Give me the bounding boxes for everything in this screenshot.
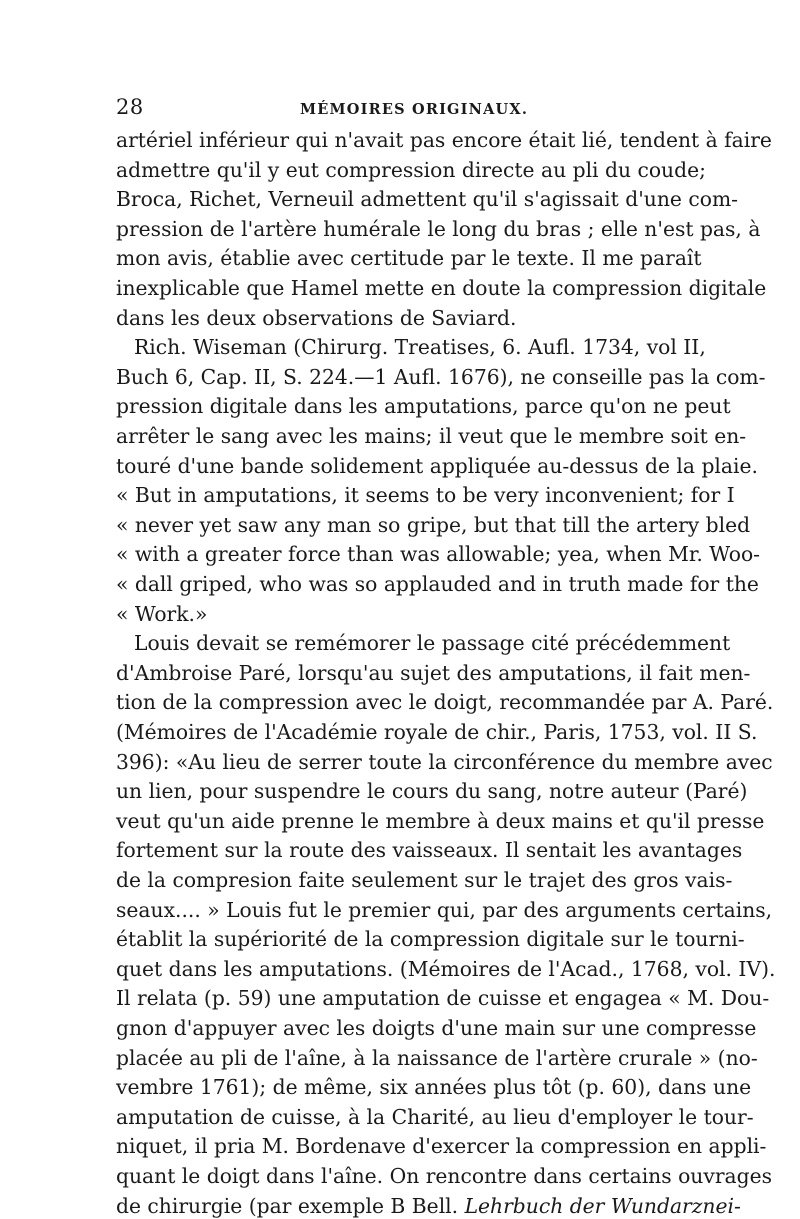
text-line: quant le doigt dans l'aîne. On rencontre dans certains ouvrages [116, 1164, 773, 1188]
text-line: amputation de cuisse, à la Charité, au lieu d'employer le tour- [116, 1104, 754, 1129]
text-line: vembre 1761); de même, six années plus tôt (p. 60), dans une [116, 1075, 752, 1100]
text-line: Louis devait se remémorer le passage cité précédemment [134, 631, 731, 656]
text-line: de la compresion faite seulement sur le trajet des gros vais- [116, 868, 733, 892]
text-line: seaux.... » Louis fut le premier qui, par des arguments certains, [116, 897, 773, 922]
text-line: Buch 6, Cap. II, S. 224.—1 Aufl. 1676), ne conseille pas la com- [116, 364, 766, 389]
text-line: « Work.» [116, 601, 208, 626]
page-number: 28 [116, 95, 144, 119]
text-line: tion de la compression avec le doigt, recommandée par A. Paré. [116, 690, 774, 715]
text-line: veut qu'un aide prenne le membre à deux mains et qu'il presse [116, 808, 765, 833]
text-line: Broca, Richet, Verneuil admettent qu'il s'agissait d'une com- [116, 187, 739, 212]
running-title: MÉMOIRES ORIGINAUX. [300, 101, 529, 118]
text-line: « dall griped, who was so applauded and in truth made for the [116, 572, 759, 596]
text-line: « never yet saw any man so gripe, but that till the artery bled [116, 512, 751, 537]
text-line: arrêter le sang avec les mains; il veut que le membre soit en- [116, 424, 747, 448]
text-line-lead: de chirurgie (par exemple B Bell. [116, 1193, 465, 1218]
text-line: admettre qu'il y eut compression directe au pli du coude; [116, 157, 706, 182]
text-line: mon avis, établie avec certitude par le texte. Il me paraît [116, 246, 702, 271]
text-line: inexplicable que Hamel mette en doute la compression digitale [116, 276, 767, 300]
text-line: d'Ambroise Paré, lorsqu'au sujet des amputations, il fait men- [116, 660, 751, 685]
text-line: placée au pli de l'aîne, à la naissance de l'artère crurale » (no- [116, 1045, 758, 1070]
text-line: Rich. Wiseman (Chirurg. Treatises, 6. Aufl. 1734, vol II, [134, 335, 706, 360]
book-title-italic: Lehrbuch der Wundarznei- [464, 1193, 741, 1218]
text-line: fortement sur la route des vaisseaux. Il sentait les avantages [116, 838, 743, 863]
text-line: quet dans les amputations. (Mémoires de l'Acad., 1768, vol. IV). [116, 956, 776, 981]
text-line: pression de l'artère humérale le long du bras ; elle n'est pas, à [116, 216, 761, 241]
text-line: Il relata (p. 59) une amputation de cuisse et engagea « M. Dou- [116, 986, 770, 1011]
text-line: dans les deux observations de Saviard. [116, 305, 517, 330]
text-line: artériel inférieur qui n'avait pas encore était lié, tendent à faire [116, 128, 772, 152]
text-line: (Mémoires de l'Académie royale de chir., Paris, 1753, vol. II S. [116, 720, 758, 744]
text-line: 396): «Au lieu de serrer toute la circonférence du membre avec [116, 749, 773, 774]
text-line: niquet, il pria M. Bordenave d'exercer la compression en appli- [116, 1134, 767, 1159]
text-line: « with a greater force than was allowable; yea, when Mr. Woo- [116, 542, 761, 567]
text-line: pression digitale dans les amputations, parce qu'on ne peut [116, 394, 731, 419]
text-line: établit la supériorité de la compression digitale sur le tourni- [116, 927, 745, 952]
text-line: « But in amputations, it seems to be very inconvenient; for I [116, 483, 735, 508]
text-line: gnon d'appuyer avec les doigts d'une main sur une compresse [116, 1016, 757, 1040]
text-line: un lien, pour suspendre le cours du sang, notre auteur (Paré) [116, 779, 748, 804]
text-line: touré d'une bande solidement appliquée au-dessus de la plaie. [116, 453, 758, 478]
